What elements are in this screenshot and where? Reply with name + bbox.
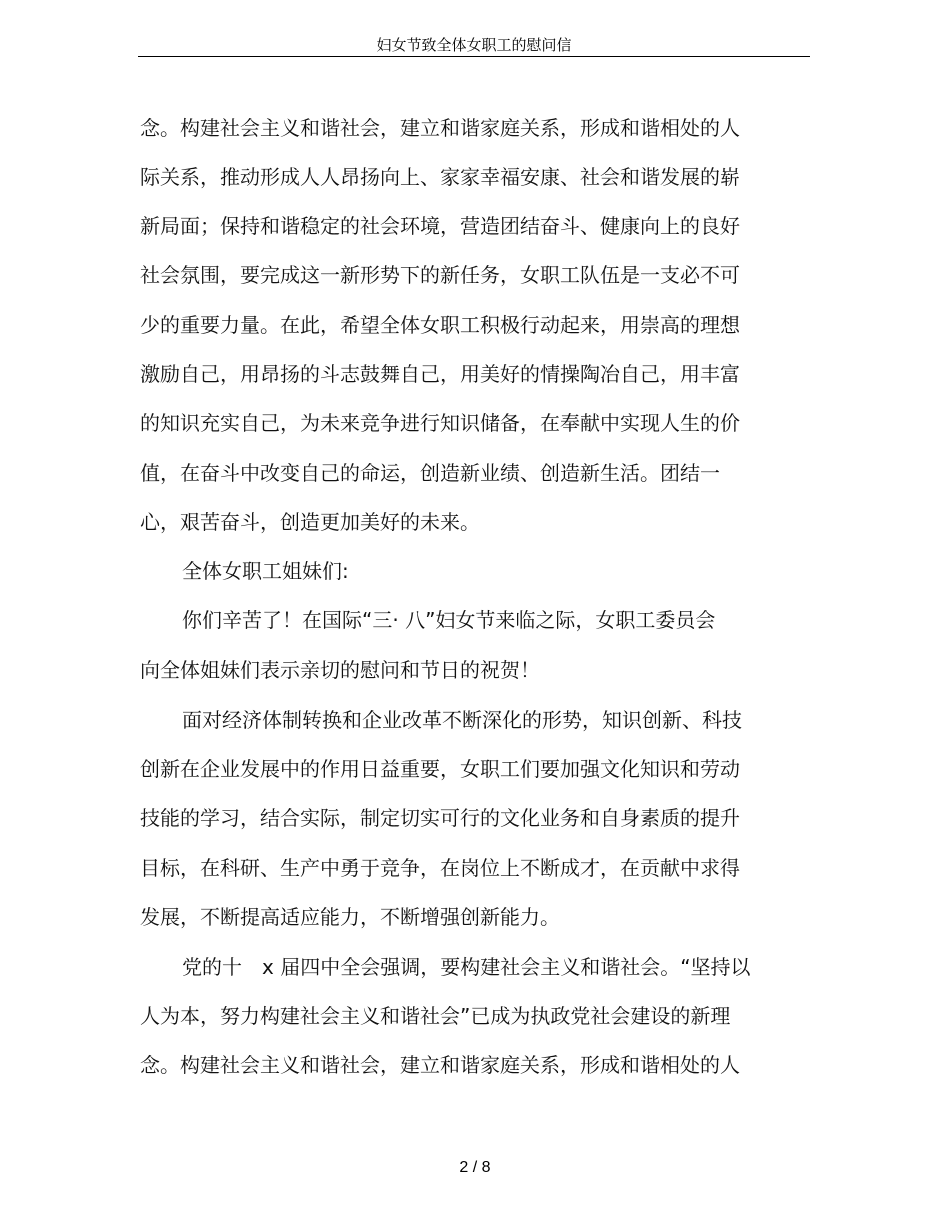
text-line: 心，艰苦奋斗，创造更加美好的未来。	[140, 510, 480, 534]
text-line: 人为本，努力构建社会主义和谐社会”已成为执政党社会建设的新理	[140, 1004, 731, 1028]
text-line: 际关系，推动形成人人昂扬向上、家家幸福安康、社会和谐发展的崭	[140, 165, 740, 189]
text-line: 目标，在科研、生产中勇于竞争，在岗位上不断成才，在贡献中求得	[140, 856, 740, 880]
text-line: 党的十 x 届四中全会强调，要构建社会主义和谐社会。“坚持以	[182, 955, 751, 979]
text-line: 激励自己，用昂扬的斗志鼓舞自己，用美好的情操陶冶自己，用丰富	[140, 362, 740, 386]
text-line: 值，在奋斗中改变自己的命运，创造新业绩、创造新生活。团结一	[140, 461, 720, 485]
salutation-line: 全体女职工姐妹们:	[182, 559, 349, 583]
text-line: 社会氛围，要完成这一新形势下的新任务，女职工队伍是一支必不可	[140, 263, 740, 287]
text-line: 发展，不断提高适应能力，不断增强创新能力。	[140, 905, 560, 929]
header-divider	[138, 56, 810, 57]
text-line: 创新在企业发展中的作用日益重要，女职工们要加强文化知识和劳动	[140, 757, 740, 781]
text-line: 你们辛苦了！在国际“三· 八”妇女节来临之际，女职工委员会	[182, 608, 716, 632]
text-line: 念。构建社会主义和谐社会，建立和谐家庭关系，形成和谐相处的人	[140, 1053, 740, 1077]
text-line: 少的重要力量。在此，希望全体女职工积极行动起来，用崇高的理想	[140, 313, 740, 337]
text-line: 新局面；保持和谐稳定的社会环境，营造团结奋斗、健康向上的良好	[140, 214, 740, 238]
text-line: 的知识充实自己，为未来竞争进行知识储备，在奉献中实现人生的价	[140, 411, 740, 435]
text-line: 面对经济体制转换和企业改革不断深化的形势，知识创新、科技	[182, 708, 742, 732]
document-title: 妇女节致全体女职工的慰问信	[376, 36, 572, 54]
page-number: 2 / 8	[459, 1159, 491, 1176]
text-line: 念。构建社会主义和谐社会，建立和谐家庭关系，形成和谐相处的人	[140, 116, 740, 140]
text-line: 技能的学习，结合实际，制定切实可行的文化业务和自身素质的提升	[140, 806, 740, 830]
text-line: 向全体姐妹们表示亲切的慰问和节日的祝贺！	[140, 658, 540, 682]
